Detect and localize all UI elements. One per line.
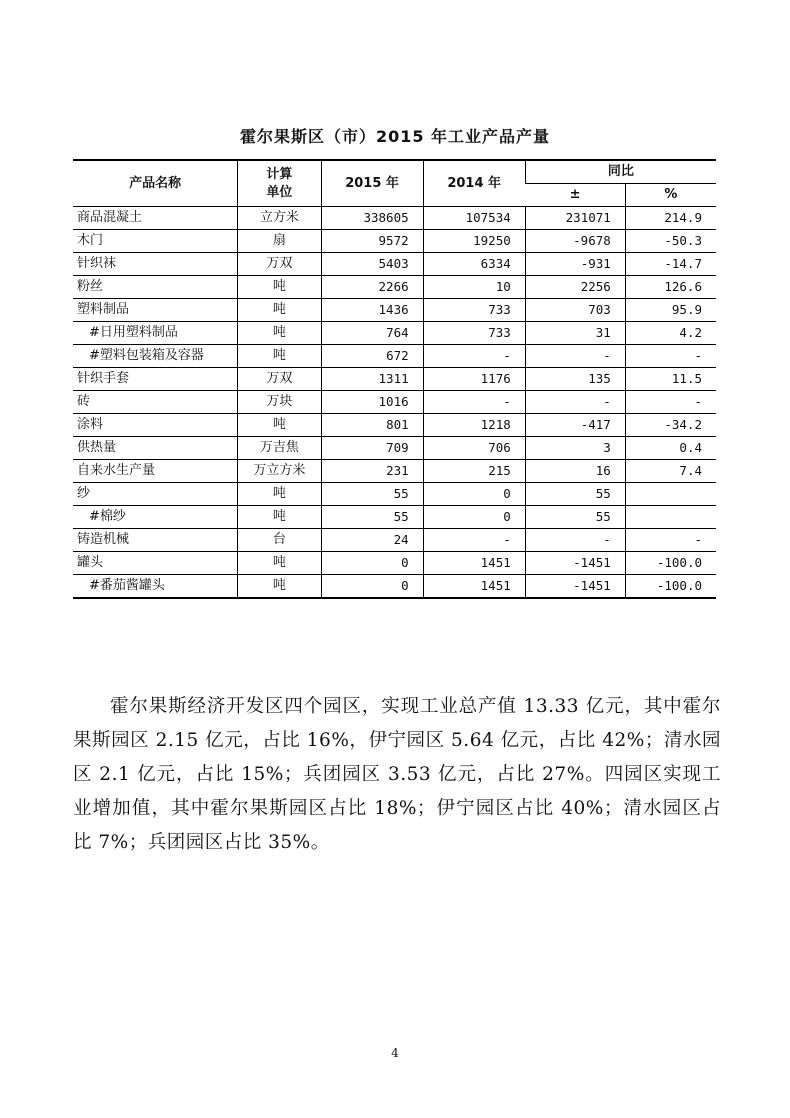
header-row	[73, 160, 716, 184]
table-body	[73, 207, 716, 599]
cell-percent: -100.0	[625, 552, 716, 575]
table-title: 霍尔果斯区（市）2015 年工业产品产量	[239, 127, 551, 146]
cell-change: -417	[525, 414, 625, 437]
cell-percent: 4.2	[625, 322, 716, 345]
header-percent: %	[625, 184, 716, 207]
cell-unit: 万立方米	[238, 460, 321, 483]
table-row	[73, 414, 716, 437]
cell-2014: 1451	[423, 575, 525, 599]
header-2015: 2015 年	[321, 160, 423, 207]
cell-change: 231071	[525, 207, 625, 230]
table-row	[73, 230, 716, 253]
cell-percent: 0.4	[625, 437, 716, 460]
cell-product-name: 木门	[73, 230, 238, 253]
cell-percent: -100.0	[625, 575, 716, 599]
cell-change: -	[525, 529, 625, 552]
cell-change: 135	[525, 368, 625, 391]
cell-product-name: 粉丝	[73, 276, 238, 299]
cell-2015: 55	[321, 506, 423, 529]
cell-percent: 7.4	[625, 460, 716, 483]
table-row	[73, 575, 716, 599]
header-change: ±	[525, 184, 625, 207]
cell-2015: 764	[321, 322, 423, 345]
table-row	[73, 253, 716, 276]
cell-unit: 万双	[238, 368, 321, 391]
cell-unit: 吨	[238, 483, 321, 506]
cell-2015: 801	[321, 414, 423, 437]
cell-2014: 706	[423, 437, 525, 460]
cell-change: -	[525, 345, 625, 368]
table-row	[73, 368, 716, 391]
cell-percent	[625, 506, 716, 529]
cell-2015: 1016	[321, 391, 423, 414]
cell-change: 3	[525, 437, 625, 460]
cell-2014: 733	[423, 299, 525, 322]
page-number: 4	[391, 1046, 399, 1060]
cell-2015: 231	[321, 460, 423, 483]
cell-unit: 吨	[238, 414, 321, 437]
cell-change: 55	[525, 483, 625, 506]
table-row	[73, 506, 716, 529]
cell-product-name: #日用塑料制品	[73, 322, 238, 345]
cell-product-name: 针织手套	[73, 368, 238, 391]
cell-unit: 吨	[238, 299, 321, 322]
cell-percent	[625, 483, 716, 506]
cell-unit: 万吉焦	[238, 437, 321, 460]
header-yoy: 同比	[525, 160, 716, 184]
cell-percent: -	[625, 391, 716, 414]
cell-2015: 55	[321, 483, 423, 506]
cell-2014: 19250	[423, 230, 525, 253]
production-table	[73, 159, 716, 599]
cell-change: 2256	[525, 276, 625, 299]
cell-2015: 672	[321, 345, 423, 368]
cell-product-name: #棉纱	[73, 506, 238, 529]
cell-percent: 126.6	[625, 276, 716, 299]
cell-2015: 24	[321, 529, 423, 552]
cell-2014: 107534	[423, 207, 525, 230]
cell-percent: -14.7	[625, 253, 716, 276]
cell-product-name: 供热量	[73, 437, 238, 460]
table-row	[73, 552, 716, 575]
cell-unit: 万双	[238, 253, 321, 276]
cell-2015: 2266	[321, 276, 423, 299]
cell-percent: -50.3	[625, 230, 716, 253]
table-row	[73, 391, 716, 414]
cell-product-name: 砖	[73, 391, 238, 414]
header-unit-line1: 计算	[266, 166, 293, 182]
table-row	[73, 322, 716, 345]
cell-unit: 吨	[238, 276, 321, 299]
table-row	[73, 345, 716, 368]
cell-unit: 吨	[238, 322, 321, 345]
cell-unit: 吨	[238, 552, 321, 575]
cell-product-name: 涂料	[73, 414, 238, 437]
header-product-name: 产品名称	[73, 160, 238, 207]
cell-product-name: 针织袜	[73, 253, 238, 276]
cell-unit: 吨	[238, 575, 321, 599]
cell-unit: 吨	[238, 506, 321, 529]
cell-change: 16	[525, 460, 625, 483]
cell-product-name: #塑料包装箱及容器	[73, 345, 238, 368]
cell-2015: 709	[321, 437, 423, 460]
header-unit-line2: 单位	[266, 184, 293, 200]
cell-2014: 0	[423, 506, 525, 529]
cell-2014: 1218	[423, 414, 525, 437]
cell-percent: 95.9	[625, 299, 716, 322]
cell-2015: 5403	[321, 253, 423, 276]
cell-change: -1451	[525, 575, 625, 599]
cell-2014: 1176	[423, 368, 525, 391]
cell-product-name: #番茄酱罐头	[73, 575, 238, 599]
cell-2014: 733	[423, 322, 525, 345]
cell-product-name: 商品混凝土	[73, 207, 238, 230]
table-row	[73, 529, 716, 552]
cell-unit: 万块	[238, 391, 321, 414]
cell-percent: -34.2	[625, 414, 716, 437]
cell-product-name: 罐头	[73, 552, 238, 575]
cell-2014: 0	[423, 483, 525, 506]
cell-percent: 11.5	[625, 368, 716, 391]
cell-2015: 9572	[321, 230, 423, 253]
cell-product-name: 自来水生产量	[73, 460, 238, 483]
table-row	[73, 299, 716, 322]
header-unit	[238, 160, 321, 207]
cell-unit: 扇	[238, 230, 321, 253]
cell-2014: -	[423, 529, 525, 552]
table-row	[73, 437, 716, 460]
cell-product-name: 纱	[73, 483, 238, 506]
cell-2015: 338605	[321, 207, 423, 230]
cell-change: -1451	[525, 552, 625, 575]
cell-2014: -	[423, 345, 525, 368]
cell-2015: 0	[321, 552, 423, 575]
table-row	[73, 207, 716, 230]
table-row	[73, 276, 716, 299]
cell-2015: 0	[321, 575, 423, 599]
cell-change: -	[525, 391, 625, 414]
cell-product-name: 塑料制品	[73, 299, 238, 322]
cell-change: -931	[525, 253, 625, 276]
summary-paragraph: 霍尔果斯经济开发区四个园区，实现工业总产值 13.33 亿元，其中霍尔果斯园区 2.15 亿元，占比 16%，伊宁园区 5.64 亿元，占比 42%；清水园区 2.1 亿元，占比 15%；兵团园区 3.53 亿元，占比 27%。四园区实现工业增加值，其中霍尔果斯园区占比 18%；伊宁园区占比 40%；清水园区占比 7%；兵团园区占比 35%。	[73, 696, 721, 853]
header-2014: 2014 年	[423, 160, 525, 207]
cell-percent: -	[625, 529, 716, 552]
cell-2014: 6334	[423, 253, 525, 276]
cell-2014: -	[423, 391, 525, 414]
cell-change: 55	[525, 506, 625, 529]
cell-unit: 立方米	[238, 207, 321, 230]
table-row	[73, 460, 716, 483]
cell-product-name: 铸造机械	[73, 529, 238, 552]
cell-unit: 吨	[238, 345, 321, 368]
cell-unit: 台	[238, 529, 321, 552]
cell-2014: 1451	[423, 552, 525, 575]
cell-2014: 215	[423, 460, 525, 483]
cell-2015: 1436	[321, 299, 423, 322]
table-row	[73, 483, 716, 506]
cell-change: 31	[525, 322, 625, 345]
cell-2014: 10	[423, 276, 525, 299]
cell-change: -9678	[525, 230, 625, 253]
cell-change: 703	[525, 299, 625, 322]
cell-2015: 1311	[321, 368, 423, 391]
cell-percent: -	[625, 345, 716, 368]
cell-percent: 214.9	[625, 207, 716, 230]
